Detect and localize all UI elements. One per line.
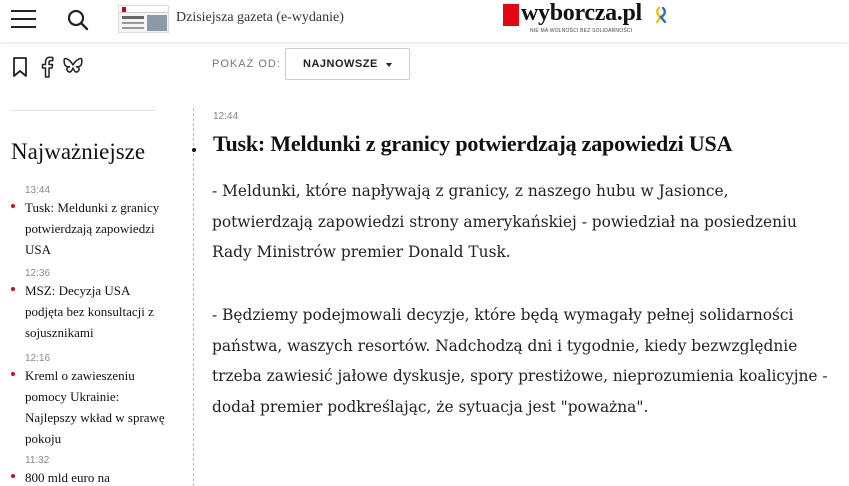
logo-slogan: NIE MA WOLNOŚCI BEZ SOLIDARNOŚCI	[530, 28, 633, 34]
news-title[interactable]: MSZ: Decyzja USA podjęta bez konsultacji z sojusznikami	[25, 283, 154, 340]
news-time: 12:16	[25, 353, 51, 364]
sort-dropdown[interactable]	[285, 48, 410, 80]
news-time: 13:44	[25, 185, 51, 196]
top-header	[0, 0, 849, 42]
red-dot-icon	[11, 474, 15, 478]
bluesky-icon[interactable]	[63, 56, 83, 78]
article-time: 12:44	[213, 111, 239, 122]
facebook-icon[interactable]	[40, 56, 54, 78]
filter-label: POKAŻ OD:	[212, 58, 281, 70]
article-paragraph: - Będziemy podejmowali decyzje, które będą wymagały pełnej solidarności państwa, waszych resortów. Nadchodzą dni i tygodnie, kiedy bezwzględnie trzeba zawiesić jałowe dyskusje, spory prestiżowe, nieprozumienia koalicyjne - dodał premier podkreślając, że sytuacja jest "poważna".	[212, 306, 828, 416]
site-logo[interactable]	[503, 2, 673, 38]
red-dot-icon	[11, 204, 15, 208]
e-edition-link[interactable]: Dzisiejsza gazeta (e-wydanie)	[176, 10, 344, 25]
news-time: 11:32	[25, 455, 50, 466]
news-title[interactable]: 800 mld euro na	[25, 470, 110, 485]
ukraine-ribbon-icon	[655, 7, 667, 23]
sidebar-divider	[10, 110, 156, 111]
article-title[interactable]: Tusk: Meldunki z granicy potwierdzają zapowiedzi USA	[213, 131, 733, 156]
timeline-line	[193, 108, 194, 486]
bookmark-icon[interactable]	[12, 56, 28, 78]
search-icon[interactable]	[66, 8, 90, 32]
e-edition-thumbnail[interactable]	[118, 5, 169, 33]
article-paragraph: - Meldunki, które napływają z granicy, z naszego hubu w Jasionce, potwierdzają zapowiedzi strony amerykańskiej - powiedział na posiedzeniu Rady Ministrów premier Donald Tusk.	[212, 182, 797, 261]
red-dot-icon	[11, 372, 15, 376]
news-title[interactable]: Kreml o zawieszeniu pomocy Ukrainie: Najlepszy wkład w sprawę pokoju	[25, 368, 165, 446]
red-dot-icon	[11, 287, 15, 291]
logo-wordmark: wyborcza.pl	[521, 0, 642, 26]
timeline-dot-icon	[192, 148, 196, 152]
news-title[interactable]: Tusk: Meldunki z granicy potwierdzają zapowiedzi USA	[25, 200, 160, 257]
sort-dropdown-value: NAJNOWSZE	[303, 58, 378, 70]
news-time: 12:36	[25, 268, 51, 279]
chevron-down-icon	[386, 63, 392, 67]
logo-red-square	[503, 4, 519, 26]
menu-icon[interactable]	[11, 10, 36, 28]
sidebar-title: Najważniejsze	[11, 139, 146, 164]
